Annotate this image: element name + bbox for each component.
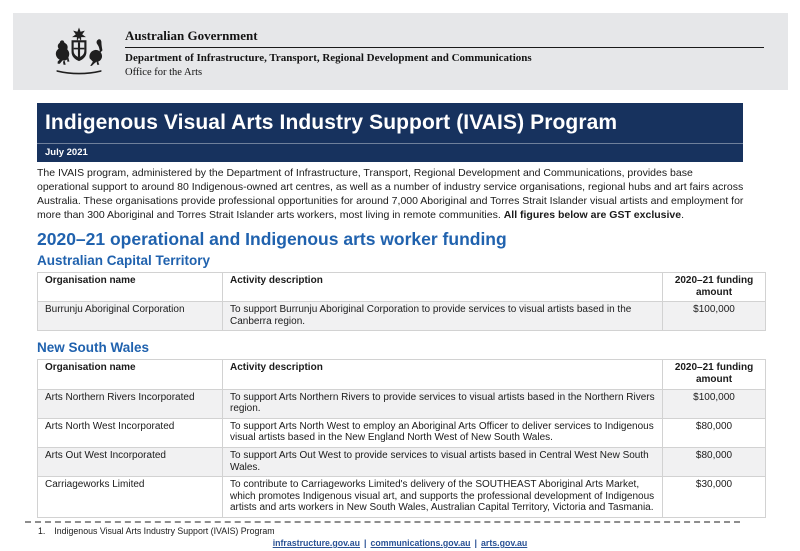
footnote [38, 526, 275, 536]
col-header-amount: 2020–21 funding amount [663, 360, 766, 389]
program-banner [37, 103, 743, 162]
org-cell: Arts Out West Incorporated [38, 447, 223, 476]
funding-table [37, 359, 766, 518]
amount-cell: $80,000 [663, 447, 766, 476]
col-header-activity: Activity description [223, 273, 663, 302]
office-name: Office for the Arts [125, 67, 203, 78]
publication-date: July 2021 [37, 143, 743, 162]
australian-coat-of-arms-icon [47, 26, 111, 78]
footer-links [0, 538, 800, 548]
footnote-text: Indigenous Visual Arts Industry Support (IVAIS) Program [54, 526, 275, 536]
col-header-organisation: Organisation name [38, 273, 223, 302]
region-heading: New South Wales [37, 340, 150, 356]
org-cell: Arts Northern Rivers Incorporated [38, 389, 223, 418]
amount-cell: $100,000 [663, 302, 766, 331]
government-header-band [13, 13, 788, 90]
table-row [38, 302, 766, 331]
activity-cell: To contribute to Carriageworks Limited's delivery of the SOUTHEAST Aboriginal Arts Market, which promotes Indigenous visual art, and supports the professional development of Indigenous artists and arts workers in New South Wales, Australian Capital Territory, Victoria and Tasmania. [223, 477, 663, 518]
intro-period: . [681, 209, 685, 221]
region-section [37, 340, 765, 518]
table-header-row [38, 360, 766, 389]
funding-table [37, 272, 766, 331]
region-section [37, 253, 765, 331]
government-text-block [125, 28, 764, 79]
regions-container [37, 253, 765, 518]
activity-cell: To support Arts Northern Rivers to provide services to visual artists based in the Northern Rivers region. [223, 389, 663, 418]
footer-link-infrastructure[interactable]: infrastructure.gov.au [272, 538, 361, 548]
amount-cell: $80,000 [663, 418, 766, 447]
col-header-amount: 2020–21 funding amount [663, 273, 766, 302]
footer-link-communications[interactable]: communications.gov.au [370, 538, 471, 548]
footer-link-separator: | [474, 538, 478, 548]
region-heading: Australian Capital Territory [37, 253, 211, 268]
activity-cell: To support Arts North West to employ an Aboriginal Arts Officer to deliver services to Indigenous visual artists based in the New England North West of New South Wales. [223, 418, 663, 447]
footnote-number: 1. [38, 526, 46, 536]
org-cell: Arts North West Incorporated [38, 418, 223, 447]
org-cell: Carriageworks Limited [38, 477, 223, 518]
org-cell: Burrunju Aboriginal Corporation [38, 302, 223, 331]
document-body [37, 166, 765, 518]
table-row [38, 447, 766, 476]
activity-cell: To support Burrunju Aboriginal Corporation to provide services to visual artists based in the Canberra region. [223, 302, 663, 331]
intro-paragraph [37, 166, 744, 222]
amount-cell: $100,000 [663, 389, 766, 418]
government-title: Australian Government [125, 28, 764, 48]
activity-cell: To support Arts Out West to provide services to visual artists based in Central West New South Wales. [223, 447, 663, 476]
department-name: Department of Infrastructure, Transport, Regional Development and Communications [125, 52, 532, 64]
table-row [38, 418, 766, 447]
amount-cell: $30,000 [663, 477, 766, 518]
table-row [38, 389, 766, 418]
table-header-row [38, 273, 766, 302]
col-header-organisation: Organisation name [38, 360, 223, 389]
intro-bold-text: All figures below are GST exclusive [503, 209, 682, 221]
intro-text: The IVAIS program, administered by the Department of Infrastructure, Transport, Regional Development and Communications, provides base operational support to around 80 Indigenous-owned art centres, as well as a number of industry service organisations, regional hubs and art fairs across Australia. These organisations provide professional opportunities for around 7,000 Aboriginal and Torres Strait Islander visual artists and employment for more than 300 Aboriginal and Torres Strait Islander arts workers, most living in remote communities. [37, 167, 744, 221]
section-title: 2020–21 operational and Indigenous arts worker funding [37, 229, 507, 249]
col-header-activity: Activity description [223, 360, 663, 389]
footer-divider [25, 521, 740, 523]
footer-link-arts[interactable]: arts.gov.au [481, 538, 528, 548]
table-row [38, 477, 766, 518]
program-title: Indigenous Visual Arts Industry Support (IVAIS) Program [45, 111, 618, 134]
footer-link-separator: | [364, 538, 367, 548]
